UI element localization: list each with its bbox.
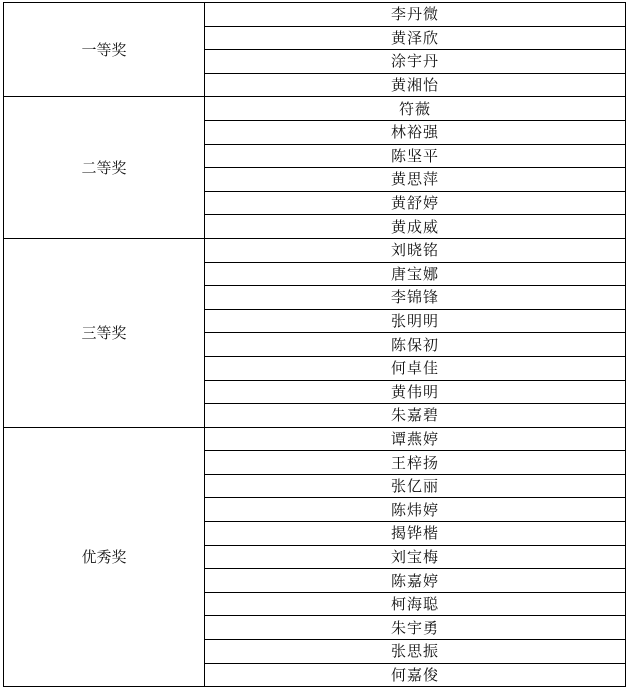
winner-name-cell: 陈保初: [205, 333, 626, 357]
winner-name-cell: 唐宝娜: [205, 262, 626, 286]
winner-name-cell: 陈炜婷: [205, 498, 626, 522]
winner-name-cell: 朱宇勇: [205, 616, 626, 640]
winner-name-cell: 王梓扬: [205, 451, 626, 475]
winner-name-cell: 黄泽欣: [205, 26, 626, 50]
winner-name-cell: 谭燕婷: [205, 427, 626, 451]
award-level-cell: 三等奖: [4, 238, 205, 427]
winner-name-cell: 揭铧楷: [205, 522, 626, 546]
winner-name-cell: 黄成威: [205, 215, 626, 239]
winner-name-cell: 何嘉俊: [205, 663, 626, 687]
winner-name-cell: 张亿丽: [205, 474, 626, 498]
winner-name-cell: 黄伟明: [205, 380, 626, 404]
winner-name-cell: 张思振: [205, 640, 626, 664]
winner-name-cell: 朱嘉碧: [205, 404, 626, 428]
winner-name-cell: 黄舒婷: [205, 191, 626, 215]
winner-name-cell: 陈嘉婷: [205, 569, 626, 593]
winner-name-cell: 刘晓铭: [205, 238, 626, 262]
table-row: [4, 97, 626, 121]
winner-name-cell: 陈坚平: [205, 144, 626, 168]
winner-name-cell: 柯海聪: [205, 592, 626, 616]
award-level-cell: 优秀奖: [4, 427, 205, 687]
winner-name-cell: 符薇: [205, 97, 626, 121]
table-row: [4, 3, 626, 27]
winner-name-cell: 林裕强: [205, 120, 626, 144]
winner-name-cell: 黄湘怡: [205, 73, 626, 97]
awards-table-body: [4, 3, 626, 687]
winner-name-cell: 黄思萍: [205, 168, 626, 192]
award-level-cell: 一等奖: [4, 3, 205, 97]
table-row: [4, 238, 626, 262]
winner-name-cell: 何卓佳: [205, 356, 626, 380]
winner-name-cell: 李丹微: [205, 3, 626, 27]
table-row: [4, 427, 626, 451]
winner-name-cell: 李锦锋: [205, 286, 626, 310]
winner-name-cell: 刘宝梅: [205, 545, 626, 569]
winner-name-cell: 张明明: [205, 309, 626, 333]
award-level-cell: 二等奖: [4, 97, 205, 239]
winner-name-cell: 涂宇丹: [205, 50, 626, 74]
awards-table: [3, 2, 626, 687]
